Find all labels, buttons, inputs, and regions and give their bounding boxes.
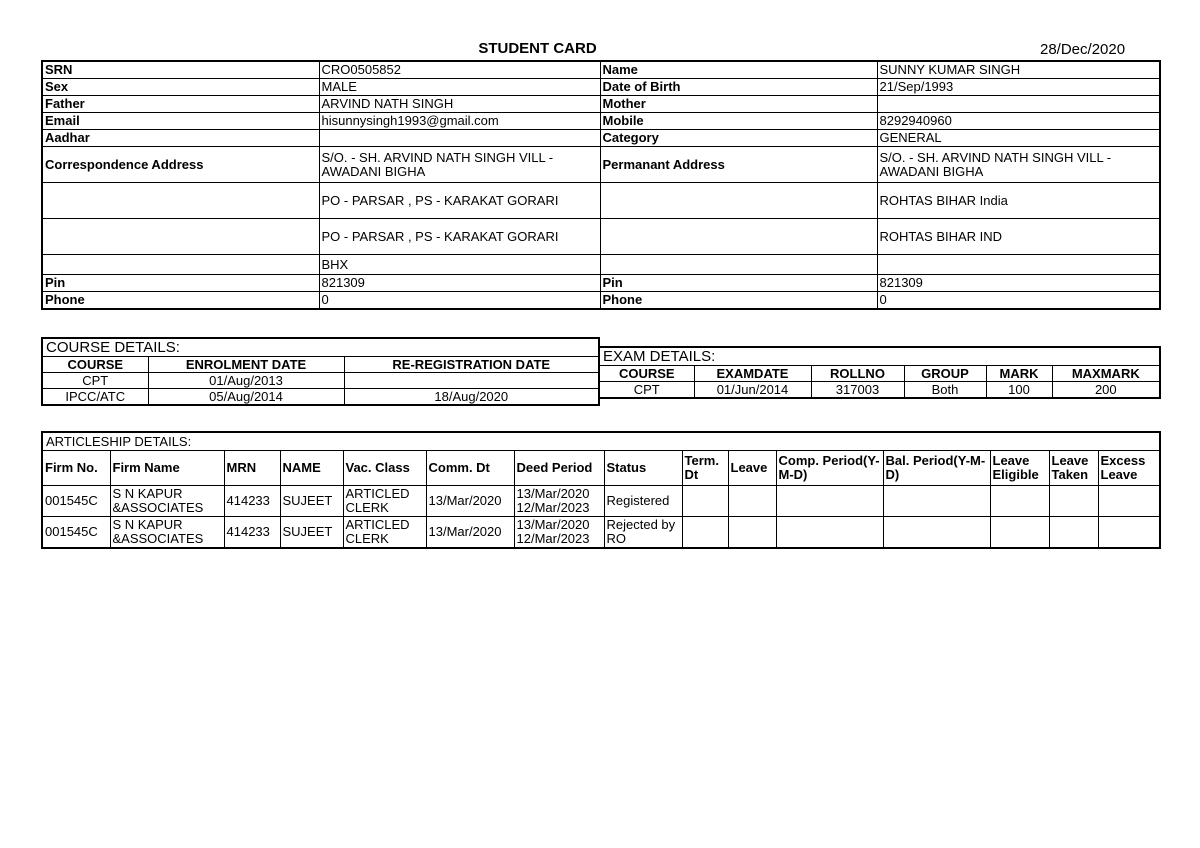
empty-cell (42, 255, 319, 275)
correspondence-address-label: Correspondence Address (42, 147, 319, 183)
leave-taken-cell (1049, 517, 1098, 549)
excess-leave-header: Excess Leave (1098, 451, 1160, 486)
name-cell: SUJEET (280, 486, 343, 517)
empty-cell (42, 183, 319, 219)
correspondence-address-line: PO - PARSAR , PS - KARAKAT GORARI (319, 219, 600, 255)
mark-header: MARK (986, 366, 1052, 382)
comp-period-cell (776, 517, 883, 549)
course-cell: CPT (42, 373, 148, 389)
leave-eligible-cell (990, 486, 1049, 517)
term-dt-cell (682, 486, 728, 517)
max-mark-cell: 200 (1052, 382, 1160, 399)
term-dt-cell (682, 517, 728, 549)
correspondence-address-line: BHX (319, 255, 600, 275)
bal-period-cell (883, 517, 990, 549)
pin-value: 821309 (319, 275, 600, 292)
re-registration-date-cell (344, 373, 599, 389)
father-label: Father (42, 96, 319, 113)
permanent-phone-label: Phone (600, 292, 877, 310)
term-dt-header: Term. Dt (682, 451, 728, 486)
exam-details-table (598, 346, 1161, 399)
table-row (599, 382, 1160, 399)
course-header: COURSE (42, 357, 148, 373)
empty-cell (600, 255, 877, 275)
category-value: GENERAL (877, 130, 1160, 147)
firm-no-cell: 001545C (42, 486, 110, 517)
name-value: SUNNY KUMAR SINGH (877, 61, 1160, 79)
comm-dt-cell: 13/Mar/2020 (426, 486, 514, 517)
leave-taken-header: Leave Taken (1049, 451, 1098, 486)
father-value: ARVIND NATH SINGH (319, 96, 600, 113)
roll-no-cell: 317003 (811, 382, 904, 399)
articleship-details-caption: ARTICLESHIP DETAILS: (42, 432, 1160, 451)
comm-dt-header: Comm. Dt (426, 451, 514, 486)
empty-cell (600, 219, 877, 255)
exam-course-cell: CPT (599, 382, 694, 399)
correspondence-address-line: PO - PARSAR , PS - KARAKAT GORARI (319, 183, 600, 219)
permanent-address-line: S/O. - SH. ARVIND NATH SINGH VILL - AWADANI BIGHA (877, 147, 1160, 183)
bal-period-cell (883, 486, 990, 517)
empty-cell (600, 183, 877, 219)
permanent-address-line: ROHTAS BIHAR India (877, 183, 1160, 219)
mark-cell: 100 (986, 382, 1052, 399)
student-details-table (41, 60, 1161, 310)
mobile-label: Mobile (600, 113, 877, 130)
deed-period-cell: 13/Mar/2020 12/Mar/2023 (514, 517, 604, 549)
mother-label: Mother (600, 96, 877, 113)
firm-name-cell: S N KAPUR &ASSOCIATES (110, 517, 224, 549)
table-row (42, 517, 1160, 549)
enrolment-date-header: ENROLMENT DATE (148, 357, 344, 373)
group-header: GROUP (904, 366, 986, 382)
group-cell: Both (904, 382, 986, 399)
mrn-cell: 414233 (224, 517, 280, 549)
email-value: hisunnysingh1993@gmail.com (319, 113, 600, 130)
comp-period-header: Comp. Period(Y-M-D) (776, 451, 883, 486)
phone-value: 0 (319, 292, 600, 310)
email-label: Email (42, 113, 319, 130)
correspondence-address-line: S/O. - SH. ARVIND NATH SINGH VILL - AWADANI BIGHA (319, 147, 600, 183)
leave-header: Leave (728, 451, 776, 486)
table-row (42, 486, 1160, 517)
leave-eligible-cell (990, 517, 1049, 549)
firm-no-header: Firm No. (42, 451, 110, 486)
course-details-table (41, 337, 600, 406)
leave-taken-cell (1049, 486, 1098, 517)
enrolment-date-cell: 05/Aug/2014 (148, 389, 344, 406)
enrolment-date-cell: 01/Aug/2013 (148, 373, 344, 389)
srn-value: CRO0505852 (319, 61, 600, 79)
sex-value: MALE (319, 79, 600, 96)
mrn-cell: 414233 (224, 486, 280, 517)
print-date: 28/Dec/2020 (1040, 41, 1126, 58)
vac-class-cell: ARTICLED CLERK (343, 517, 426, 549)
name-header: NAME (280, 451, 343, 486)
permanent-phone-value: 0 (877, 292, 1160, 310)
exam-date-header: EXAMDATE (694, 366, 811, 382)
status-cell: Rejected by RO (604, 517, 682, 549)
deed-period-header: Deed Period (514, 451, 604, 486)
status-header: Status (604, 451, 682, 486)
leave-eligible-header: Leave Eligible (990, 451, 1049, 486)
mrn-header: MRN (224, 451, 280, 486)
dob-value: 21/Sep/1993 (877, 79, 1160, 96)
max-mark-header: MAXMARK (1052, 366, 1160, 382)
aadhar-label: Aadhar (42, 130, 319, 147)
table-row (42, 373, 599, 389)
srn-label: SRN (42, 61, 319, 79)
leave-cell (728, 486, 776, 517)
empty-cell (42, 219, 319, 255)
name-label: Name (600, 61, 877, 79)
firm-no-cell: 001545C (42, 517, 110, 549)
roll-no-header: ROLLNO (811, 366, 904, 382)
firm-name-cell: S N KAPUR &ASSOCIATES (110, 486, 224, 517)
deed-period-cell: 13/Mar/2020 12/Mar/2023 (514, 486, 604, 517)
vac-class-cell: ARTICLED CLERK (343, 486, 426, 517)
page-title: STUDENT CARD (478, 40, 597, 57)
excess-leave-cell (1098, 486, 1160, 517)
name-cell: SUJEET (280, 517, 343, 549)
permanent-pin-label: Pin (600, 275, 877, 292)
permanent-address-line (877, 255, 1160, 275)
mother-value (877, 96, 1160, 113)
sex-label: Sex (42, 79, 319, 96)
pin-label: Pin (42, 275, 319, 292)
leave-cell (728, 517, 776, 549)
re-registration-date-header: RE-REGISTRATION DATE (344, 357, 599, 373)
course-cell: IPCC/ATC (42, 389, 148, 406)
dob-label: Date of Birth (600, 79, 877, 96)
comp-period-cell (776, 486, 883, 517)
permanent-address-line: ROHTAS BIHAR IND (877, 219, 1160, 255)
vac-class-header: Vac. Class (343, 451, 426, 486)
status-cell: Registered (604, 486, 682, 517)
table-row (42, 389, 599, 406)
aadhar-value (319, 130, 600, 147)
excess-leave-cell (1098, 517, 1160, 549)
category-label: Category (600, 130, 877, 147)
course-details-caption: COURSE DETAILS: (42, 338, 599, 357)
permanent-address-label: Permanant Address (600, 147, 877, 183)
comm-dt-cell: 13/Mar/2020 (426, 517, 514, 549)
permanent-pin-value: 821309 (877, 275, 1160, 292)
exam-details-caption: EXAM DETAILS: (599, 347, 1160, 366)
re-registration-date-cell: 18/Aug/2020 (344, 389, 599, 406)
articleship-details-table (41, 431, 1161, 549)
phone-label: Phone (42, 292, 319, 310)
mobile-value: 8292940960 (877, 113, 1160, 130)
exam-course-header: COURSE (599, 366, 694, 382)
firm-name-header: Firm Name (110, 451, 224, 486)
bal-period-header: Bal. Period(Y-M-D) (883, 451, 990, 486)
exam-date-cell: 01/Jun/2014 (694, 382, 811, 399)
